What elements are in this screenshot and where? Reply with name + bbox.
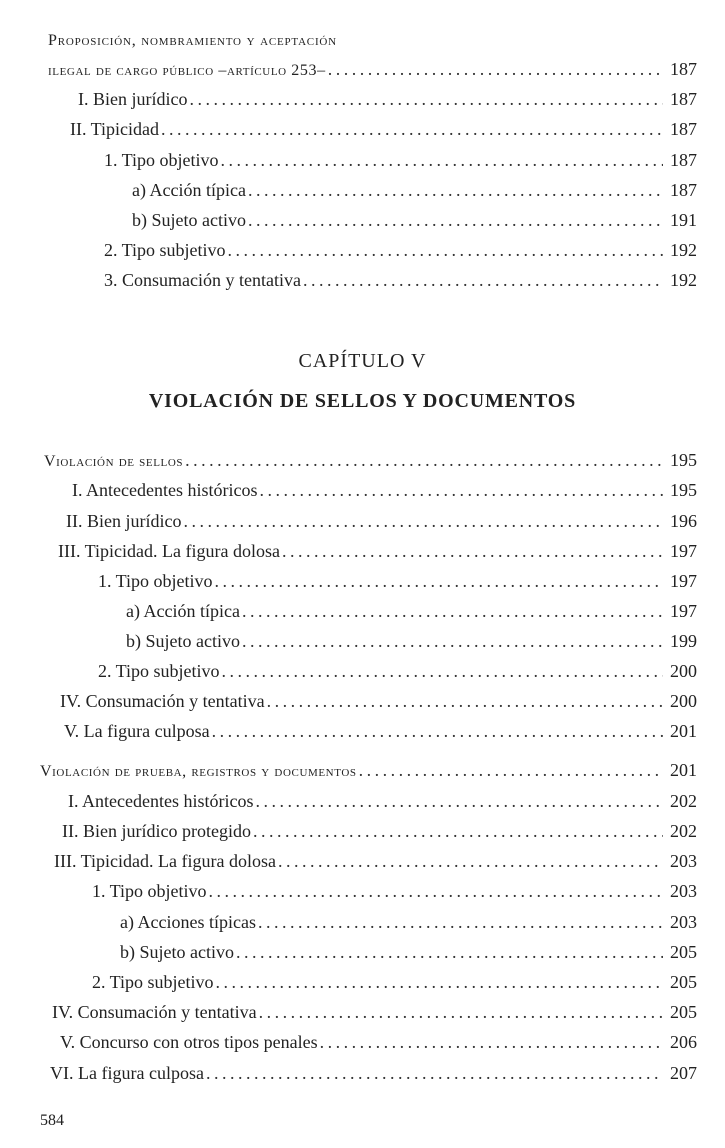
leader-dots [258,909,663,935]
toc-entry [132,207,697,233]
leader-dots [189,86,663,112]
entry-label: 2. Tipo subjetivo [98,661,220,681]
leader-dots [248,207,663,233]
page-number: 207 [670,1063,697,1083]
toc-entry [72,477,697,503]
toc-entry [52,999,697,1025]
page-number: 203 [670,912,697,932]
section1-heading-row [48,56,697,82]
page-number: 192 [670,240,697,260]
leader-dots [259,477,663,503]
toc-entry [60,688,697,714]
folio-page-number: 584 [40,1112,64,1129]
chapter-title: VIOLACIÓN DE SELLOS Y DOCUMENTOS [148,390,577,412]
leader-dots [253,818,663,844]
entry-label: 3. Consumación y tentativa [104,270,301,290]
entry-label: 1. Tipo objetivo [92,881,207,901]
leader-dots [328,56,663,82]
page-number: 197 [670,541,697,561]
leader-dots [278,848,663,874]
toc-entry [104,267,697,293]
entry-label: 1. Tipo objetivo [104,150,219,170]
entry-label: a) Acción típica [126,601,240,621]
toc-entry [98,568,697,594]
toc-entry [126,628,697,654]
toc-entry [62,818,697,844]
page-number: 205 [670,1002,697,1022]
leader-dots [320,1029,663,1055]
page-number: 187 [670,89,697,109]
entry-label: b) Sujeto activo [132,210,246,230]
entry-label: 2. Tipo subjetivo [104,240,226,260]
section3-heading: Violación de prueba, registros y documentos [40,763,357,780]
leader-dots [242,628,663,654]
entry-label: 1. Tipo objetivo [98,571,213,591]
entry-label: I. Antecedentes históricos [68,791,254,811]
leader-dots [259,999,663,1025]
entry-label: b) Sujeto activo [120,942,234,962]
section3-heading-row [40,757,697,783]
page-number: 200 [670,691,697,711]
section2-heading-row [44,447,697,473]
toc-entry [120,909,697,935]
leader-dots [161,116,663,142]
leader-dots [216,969,663,995]
toc-entry [68,788,697,814]
entry-label: III. Tipicidad. La figura dolosa [54,851,276,871]
toc-entry [70,116,697,142]
leader-dots [206,1060,663,1086]
toc-entry [78,86,697,112]
page-number: 205 [670,942,697,962]
page-number: 195 [670,450,697,470]
page-number: 195 [670,480,697,500]
page-number: 187 [670,59,697,79]
toc-entry [98,658,697,684]
leader-dots [282,538,663,564]
entry-label: VI. La figura culposa [50,1063,204,1083]
leader-dots [248,177,663,203]
page-number: 206 [670,1032,697,1052]
entry-label: a) Acción típica [132,180,246,200]
leader-dots [209,878,663,904]
page-number: 205 [670,972,697,992]
page-number: 187 [670,119,697,139]
leader-dots [255,788,663,814]
page-number: 203 [670,881,697,901]
toc-entry [104,147,697,173]
leader-dots [222,658,663,684]
entry-label: I. Bien jurídico [78,89,188,109]
leader-dots [228,237,663,263]
page-number: 197 [670,571,697,591]
page-number: 192 [670,270,697,290]
page-number: 201 [670,721,697,741]
leader-dots [183,508,663,534]
entry-label: b) Sujeto activo [126,631,240,651]
page-number: 201 [670,760,697,780]
toc-entry [54,848,697,874]
toc-entry [64,718,697,744]
section1-heading-line2: ilegal de cargo público –artículo 253– [48,62,326,79]
toc-entry [132,177,697,203]
leader-dots [267,688,663,714]
page-number: 199 [670,631,697,651]
section2-heading: Violación de sellos [44,453,184,470]
chapter-number: CAPÍTULO V [298,350,427,372]
entry-label: 2. Tipo subjetivo [92,972,214,992]
section1-heading-line1: Proposición, nombramiento y aceptación [48,32,337,49]
leader-dots [359,757,663,783]
toc-entry [66,508,697,534]
page-number: 187 [670,150,697,170]
leader-dots [212,718,663,744]
entry-label: IV. Consumación y tentativa [52,1002,257,1022]
entry-label: II. Tipicidad [70,119,160,139]
entry-label: III. Tipicidad. La figura dolosa [58,541,280,561]
entry-label: II. Bien jurídico [66,511,182,531]
page-number: 191 [670,210,697,230]
entry-label: V. Concurso con otros tipos penales [60,1032,318,1052]
leader-dots [303,267,663,293]
toc-entry [126,598,697,624]
page-number: 202 [670,821,697,841]
entry-label: I. Antecedentes históricos [72,480,258,500]
toc-entry [120,939,697,965]
leader-dots [215,568,663,594]
toc-entry [50,1060,697,1086]
leader-dots [236,939,663,965]
toc-entry [58,538,697,564]
toc-entry [92,878,697,904]
page-number: 187 [670,180,697,200]
page-number: 200 [670,661,697,681]
page-number: 197 [670,601,697,621]
leader-dots [185,447,663,473]
entry-label: a) Acciones típicas [120,912,256,932]
entry-label: IV. Consumación y tentativa [60,691,265,711]
leader-dots [221,147,663,173]
toc-entry [92,969,697,995]
leader-dots [242,598,663,624]
page-number: 196 [670,511,697,531]
entry-label: II. Bien jurídico protegido [62,821,251,841]
toc-entry [60,1029,697,1055]
page-number: 202 [670,791,697,811]
entry-label: V. La figura culposa [64,721,210,741]
page-number: 203 [670,851,697,871]
toc-entry [104,237,697,263]
